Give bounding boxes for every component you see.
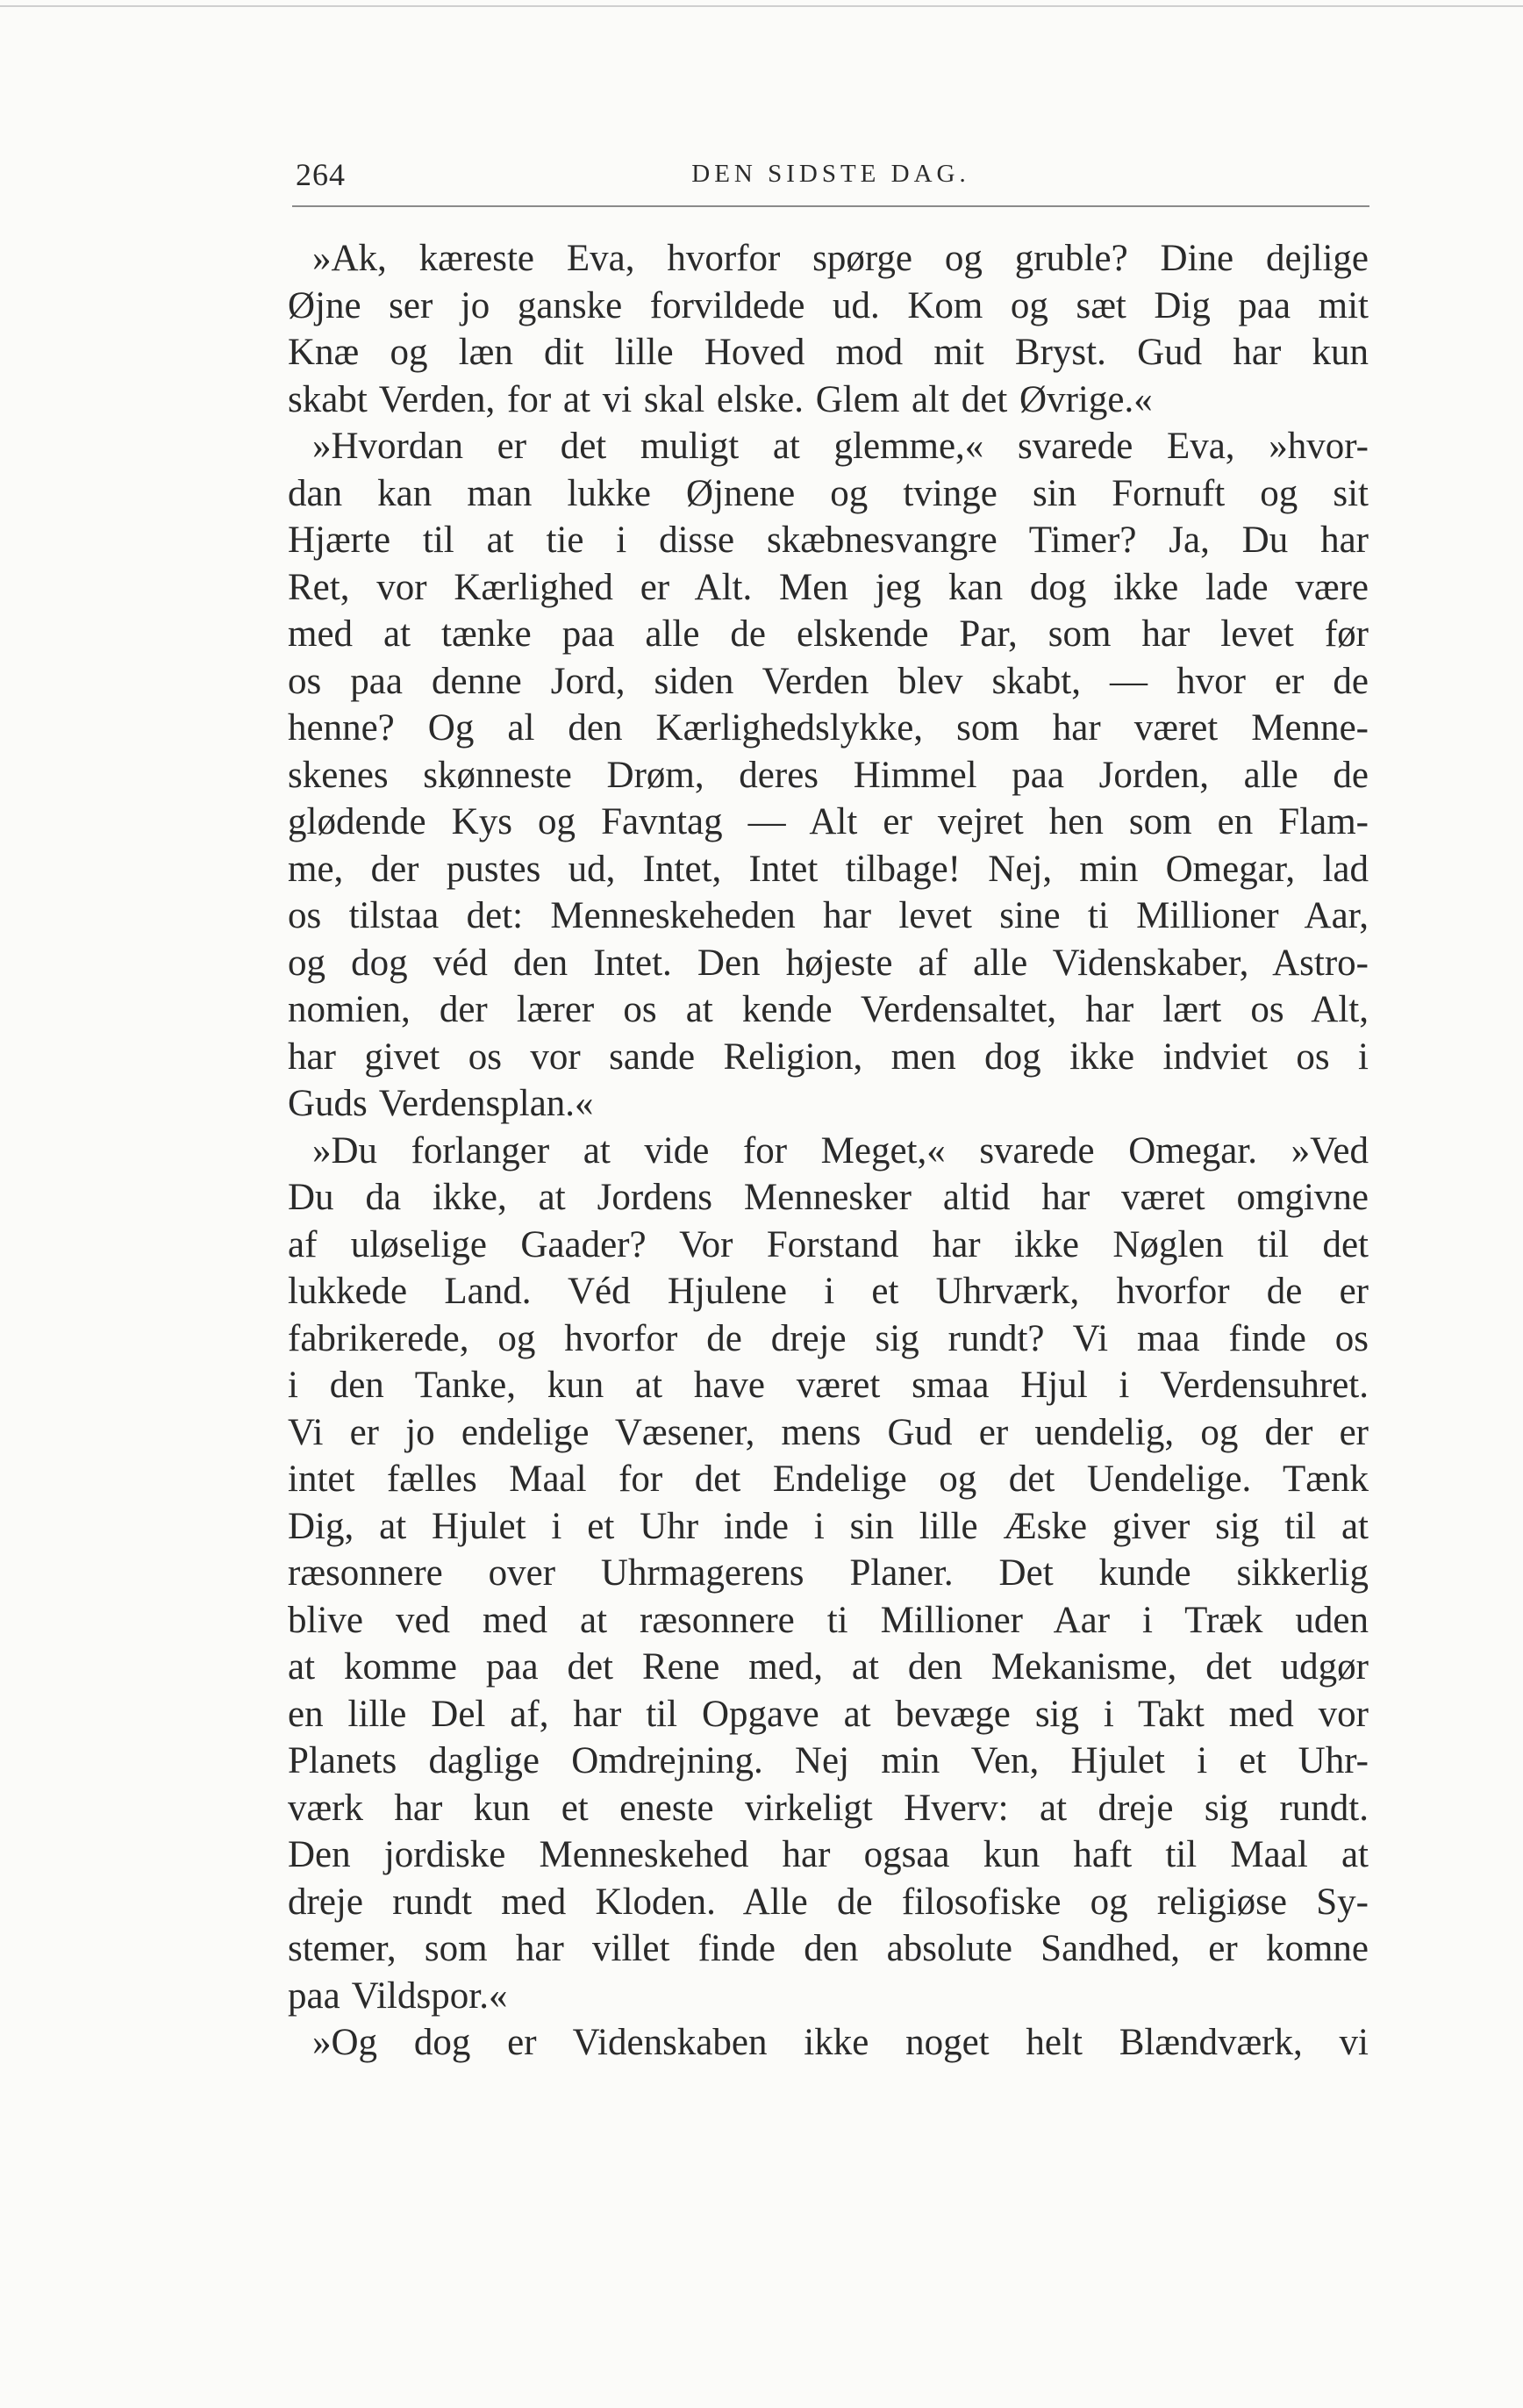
text-line: dreje rundt med Kloden. Alle de filosofiske og religiøse Sy- [288,1881,1369,1923]
text-line: lukkede Land. Véd Hjulene i et Uhrværk, hvorfor de er [288,1271,1369,1312]
text-line: skabt Verden, for at vi skal elske. Glem alt det Øvrige.« [288,378,1153,420]
text-line: i den Tanke, kun at have været smaa Hjul i Verdensuhret. [288,1365,1369,1406]
page-number: 264 [296,157,346,192]
page-top-edge [0,5,1523,7]
text-line: nomien, der lærer os at kende Verdensaltet, har lært os Alt, [288,989,1369,1030]
text-line: Dig, at Hjulet i et Uhr inde i sin lille Æske giver sig til at [288,1505,1369,1547]
text-line: fabrikerede, og hvorfor de dreje sig rundt? Vi maa finde os [288,1317,1369,1359]
text-line: paa Vildspor.« [288,1974,508,2017]
text-line: og dog véd den Intet. Den højeste af alle Videnskaber, Astro- [288,942,1369,984]
text-line: Knæ og læn dit lille Hoved mod mit Bryst. Gud har kun [288,332,1369,373]
text-line: med at tænke paa alle de elskende Par, som har levet før [288,613,1369,655]
text-line: glødende Kys og Favntag — Alt er vejret hen som en Flam- [288,801,1369,842]
text-line: en lille Del af, har til Opgave at bevæge sig i Takt med vor [288,1693,1369,1735]
text-line: »Og dog er Videnskaben ikke noget helt Blændværk, vi [312,2022,1369,2063]
text-line: dan kan man lukke Øjnene og tvinge sin Fornuft og sit [288,472,1369,514]
text-line: me, der pustes ud, Intet, Intet tilbage! Nej, min Omegar, lad [288,848,1369,890]
text-line: Øjne ser jo ganske forvildede ud. Kom og sæt Dig paa mit [288,284,1369,326]
page-header [292,156,1369,211]
text-line: henne? Og al den Kærlighedslykke, som har været Menne- [288,707,1369,749]
running-title: DEN SIDSTE DAG. [691,160,970,188]
text-line: intet fælles Maal for det Endelige og det Uendelige. Tænk [288,1458,1369,1500]
text-line: blive ved med at ræsonnere ti Millioner Aar i Træk uden [288,1599,1369,1641]
text-line: »Hvordan er det muligt at glemme,« svarede Eva, »hvor- [312,426,1369,467]
text-line: at komme paa det Rene med, at den Mekanisme, det udgør [288,1646,1369,1688]
text-line: af uløselige Gaader? Vor Forstand har ikke Nøglen til det [288,1223,1369,1265]
text-line: Den jordiske Menneskehed har ogsaa kun haft til Maal at [288,1834,1369,1875]
text-line: Planets daglige Omdrejning. Nej min Ven, Hjulet i et Uhr- [288,1740,1369,1781]
text-line: Hjærte til at tie i disse skæbnesvangre Timer? Ja, Du har [288,520,1369,561]
text-line: ræsonnere over Uhrmagerens Planer. Det kunde sikkerlig [288,1552,1369,1594]
text-line: os paa denne Jord, siden Verden blev skabt, — hvor er de [288,660,1369,702]
text-line: stemer, som har villet finde den absolute Sandhed, er komne [288,1928,1369,1969]
text-line: Guds Verdensplan.« [288,1083,594,1124]
header-rule [292,205,1369,207]
text-line: Du da ikke, at Jordens Mennesker altid har været omgivne [288,1177,1369,1218]
body-text [288,235,1369,2067]
text-line: »Du forlanger at vide for Meget,« svarede Omegar. »Ved [312,1129,1369,1172]
text-line: Ret, vor Kærlighed er Alt. Men jeg kan dog ikke lade være [288,566,1369,608]
text-line: skenes skønneste Drøm, deres Himmel paa Jorden, alle de [288,754,1369,796]
text-line: os tilstaa det: Menneskeheden har levet sine ti Millioner Aar, [288,895,1369,936]
text-line: Vi er jo endelige Væsener, mens Gud er uendelig, og der er [288,1411,1369,1453]
text-line: værk har kun et eneste virkeligt Hverv: at dreje sig rundt. [288,1787,1369,1829]
text-line: har givet os vor sande Religion, men dog ikke indviet os i [288,1036,1369,1078]
text-line: »Ak, kæreste Eva, hvorfor spørge og gruble? Dine dejlige [312,238,1369,279]
